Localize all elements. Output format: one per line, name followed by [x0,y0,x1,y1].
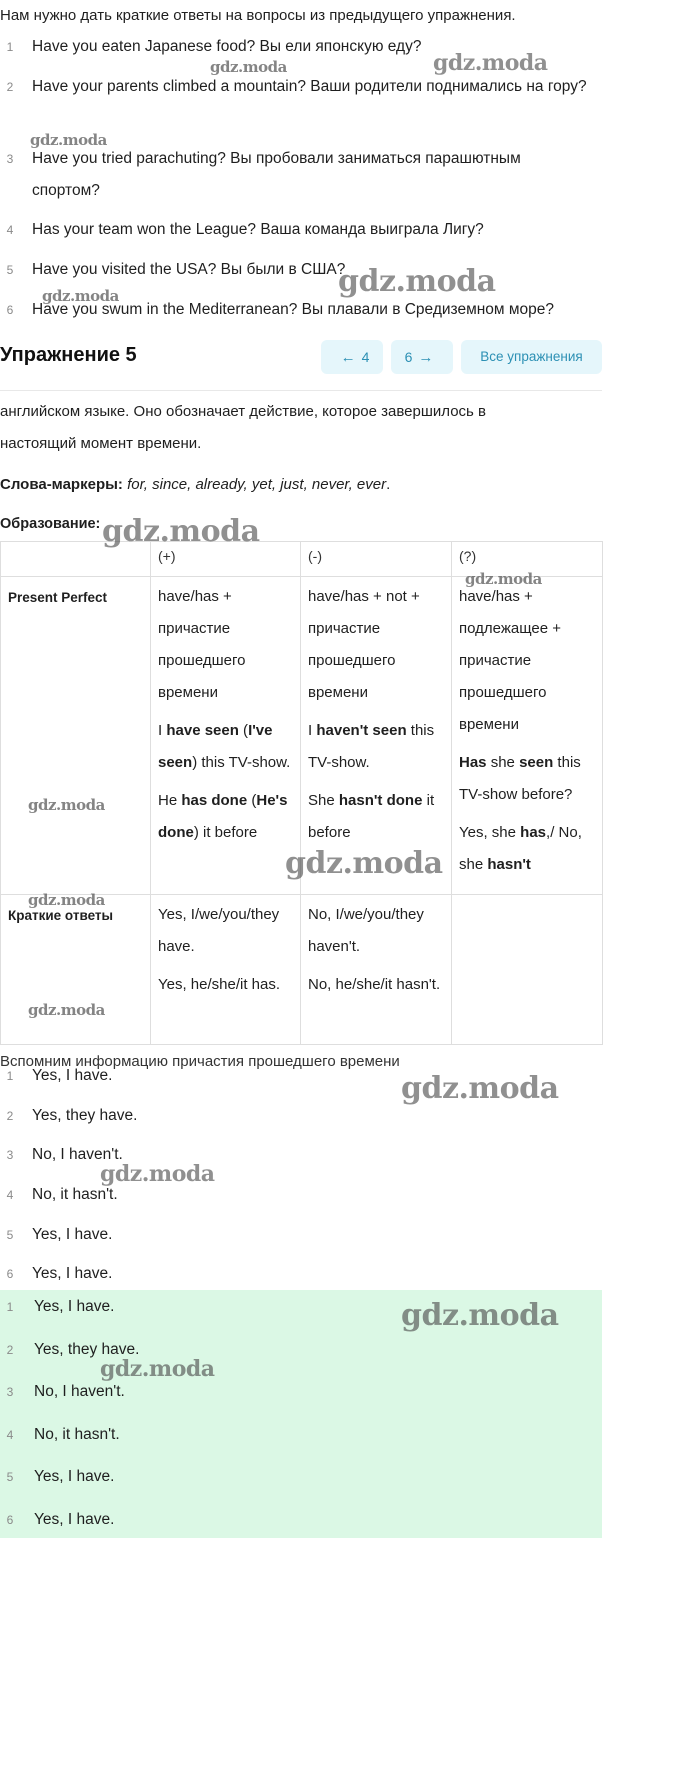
watermark: gdz.moda [28,796,105,814]
prev-exercise-label: 4 [361,349,370,365]
grammar-table [0,541,603,1045]
markers-end: . [386,476,391,493]
watermark: gdz.moda [28,1001,105,1019]
example-text: Yes, she has,/ No, she hasn't [459,824,582,873]
item-number: 4 [6,1428,14,1442]
watermark: gdz.moda [30,131,107,149]
watermark: gdz.moda [100,1356,215,1382]
table-row [1,542,603,577]
item-number: 5 [6,263,14,277]
item-text: Have your parents climbed a mountain? Ваши родители поднимались на гору? [32,78,587,95]
item-number: 6 [6,1267,14,1281]
item-number: 1 [6,1300,14,1314]
watermark: gdz.moda [102,514,260,549]
watermark: gdz.moda [338,264,496,299]
table-cell [452,577,603,895]
exercise-navigation [0,338,602,378]
item-text: Yes, I have. [34,1511,115,1528]
item-text: Have you tried parachuting? Вы пробовали заниматься парашютным спортом? [32,150,521,199]
watermark: gdz.moda [433,50,548,76]
table-cell [301,577,452,895]
arrow-right-icon: → [418,349,434,366]
table-header-negative: (-) [301,542,452,577]
item-text: No, I haven't. [32,1146,123,1163]
item-number: 6 [6,1513,14,1527]
item-number: 1 [6,1069,14,1083]
watermark: gdz.moda [401,1298,559,1333]
item-text: Have you swum in the Mediterranean? Вы плавали в Средиземном море? [32,301,555,318]
item-text: Have you eaten Japanese food? Вы ели японскую еду? [32,38,422,55]
clipped-text: Вспомним информацию причастия прошедшего времени [0,1053,400,1070]
item-number: 4 [6,223,14,237]
watermark: gdz.moda [42,287,119,305]
short-answer: No, I/we/you/they haven't. [308,906,424,955]
item-text: Yes, I have. [32,1226,113,1243]
markers-label: Слова-маркеры: [0,476,123,493]
item-number: 2 [6,80,14,94]
table-row [1,895,603,1045]
theory-line: английском языке. Оно обозначает действие, которое завершилось в [0,403,486,420]
table-cell [1,895,151,1045]
item-number: 4 [6,1188,14,1202]
item-number: 3 [6,1148,14,1162]
arrow-left-icon: ← [340,349,356,366]
watermark: gdz.moda [465,570,542,588]
item-number: 2 [6,1109,14,1123]
item-text: Has your team won the League? Ваша команда выиграла Лигу? [32,221,484,238]
watermark: gdz.moda [401,1071,559,1106]
item-text: Yes, I have. [32,1265,113,1282]
table-cell [151,895,301,1045]
markers-line [0,469,390,501]
table-cell [1,542,151,577]
watermark: gdz.moda [100,1161,215,1187]
watermark: gdz.moda [285,846,443,881]
markers-words: for, since, already, yet, just, never, ever [127,476,387,493]
item-number: 6 [6,303,14,317]
table-row [1,577,603,895]
item-number: 1 [6,40,14,54]
example-text: She hasn't done it before [308,792,435,841]
item-text: Have you visited the USA? Вы были в США? [32,261,346,278]
rule-text: have/has + подлежащее + причастие прошедшего времени [459,588,561,733]
next-exercise-button[interactable] [391,340,453,374]
short-answer: No, he/she/it hasn't. [308,976,441,993]
example-text: He has done (He's done) it before [158,792,288,841]
example-text: I haven't seen this TV-show. [308,722,435,771]
table-cell [452,895,603,1045]
watermark: gdz.moda [210,58,287,76]
item-number: 2 [6,1343,14,1357]
table-cell [301,895,452,1045]
table-cell [1,577,151,895]
item-text: Yes, I have. [34,1298,115,1315]
short-answer: Yes, I/we/you/they have. [158,906,280,955]
example-text: Has she seen this TV-show before? [459,754,581,803]
item-text: Yes, I have. [34,1468,115,1485]
answer-box [0,1290,602,1538]
watermark: gdz.moda [28,891,105,909]
item-text: No, it hasn't. [32,1186,118,1203]
next-exercise-label: 6 [404,349,413,365]
item-text: No, it hasn't. [34,1426,120,1443]
table-cell [151,577,301,895]
rule-text: have/has + not + причастие прошедшего времени [308,588,420,701]
theory-line: настоящий момент времени. [0,435,202,452]
row-label: Краткие ответы [8,908,114,923]
prev-exercise-button[interactable] [321,340,383,374]
item-number: 5 [6,1470,14,1484]
item-number: 3 [6,1385,14,1399]
item-number: 5 [6,1228,14,1242]
row-label: Present Perfect [8,590,108,605]
intro-text: Нам нужно дать краткие ответы на вопросы из предыдущего упражнения. [0,7,516,24]
table-header-question: (?) [452,542,603,577]
item-text: Yes, they have. [34,1341,140,1358]
item-text: Yes, I have. [32,1067,113,1084]
rule-text: have/has + причастие прошедшего времени [158,588,246,701]
item-text: Yes, they have. [32,1107,138,1124]
formation-label: Образование: [0,516,101,532]
exercise-title: Упражнение 5 [0,344,137,366]
divider [0,390,602,391]
item-number: 3 [6,152,14,166]
short-answer: Yes, he/she/it has. [158,976,281,993]
table-header-positive: (+) [151,542,301,577]
example-text: I have seen (I've seen) this TV-show. [158,722,291,771]
item-text: No, I haven't. [34,1383,125,1400]
all-exercises-button[interactable]: Все упражнения [461,340,602,374]
